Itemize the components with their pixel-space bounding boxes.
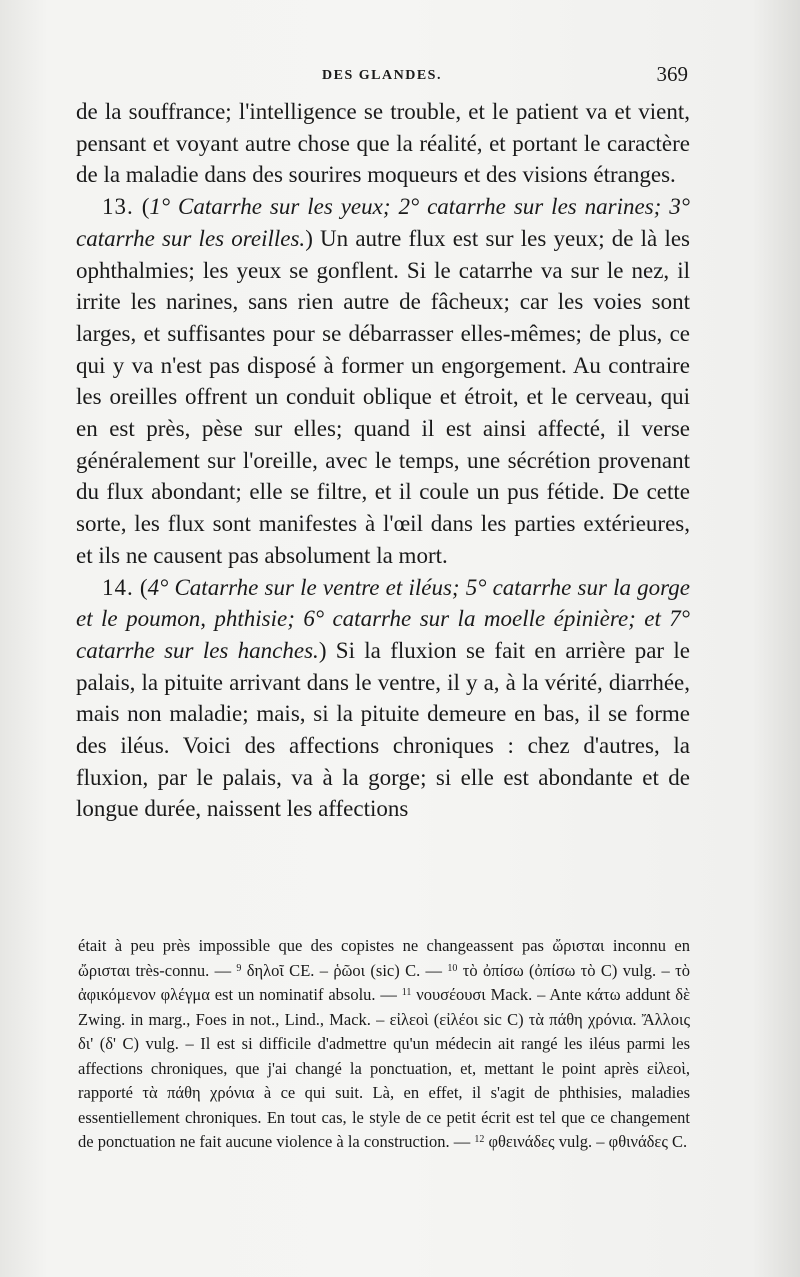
footnote-block: [78, 934, 690, 1155]
note-text: δηλοῖ CE. – ῥῶοι (sic) C. —: [241, 960, 448, 980]
paragraph-13: [76, 191, 690, 571]
note-marker: 9: [236, 962, 242, 974]
page-header: [76, 62, 688, 92]
main-text: [76, 96, 690, 825]
running-head: DES GLANDES.: [322, 68, 442, 83]
note-marker: 10: [447, 962, 458, 974]
paragraph-14: [76, 572, 690, 826]
section-heading: 4° Catarrhe sur le ventre et iléus; 5° catarrhe sur la gorge et le poumon, phthisie; 6° catarrhe sur la moelle épinière; et 7° catarrhe sur les hanches.: [76, 574, 690, 663]
note-marker: 11: [401, 987, 412, 998]
page-number: 369: [656, 62, 688, 86]
paren-close: ): [318, 637, 327, 663]
section-text: Un autre flux est sur les yeux; de là les ophthalmies; les yeux se gonflent. Si le catarrhe va sur le nez, il irrite les narines, sans rien autre de fâcheux; car les voies sont larges, et suffisantes pour se débarrasser elles-mêmes; de plus, ce qui y va n'est pas disposé à former un engorgement. Au contraire les oreilles offrent un conduit oblique et étroit, et le cerveau, qui en est près, pèse sur elles; quand il est ainsi affecté, il verse généralement sur l'oreille, avec le temps, une sécrétion provenant du flux abondant; elle se filtre, et il coule un pus fétide. De cette sorte, les flux sont manifestes à l'œil dans les parties extérieures, et ils ne causent pas absolument la mort.: [76, 225, 690, 568]
section-heading: 1° Catarrhe sur les yeux; 2° catarrhe sur les narines; 3° catarrhe sur les oreilles.: [76, 194, 690, 251]
note-marker: 12: [474, 1134, 485, 1145]
paren-close: ): [305, 225, 313, 251]
footnotes: [78, 934, 690, 1155]
paragraph-continuation: de la souffrance; l'intelligence se trouble, et le patient va et vient, pensant et voyant autre chose que la réalité, et portant le caractère de la maladie dans des sourires moqueurs et des visions étranges.: [76, 99, 690, 188]
section-number: 14.: [102, 574, 134, 600]
paren-open: (: [133, 574, 148, 600]
note-text: était à peu près impossible que des copistes ne changeassent pas ὤρισται inconnu en ὤρισται très-connu. —: [78, 936, 690, 980]
section-text: Si la fluxion se fait en arrière par le palais, la pituite arrivant dans le ventre, il y a, à la vérité, diarrhée, mais non maladie; mais, si la pituite demeure en bas, il se forme des iléus. Voici des affections chroniques : chez d'autres, la fluxion, par le palais, va à la gorge; si elle est abondante et de longue durée, naissent les affections: [76, 637, 690, 822]
note-text: φθεινάδες vulg. – φθινάδες C.: [484, 1132, 688, 1151]
paren-open: (: [133, 194, 150, 220]
note-text: νουσέουσι Mack. – Ante κάτω addunt δὲ Zwing. in marg., Foes in not., Lind., Mack. – εἰλεοὶ (εἰλέοι sic C) τὰ πάθη χρόνια. Ἄλλοις δι' (δ' C) vulg. – Il est si difficile d'admettre qu'un médecin ait rangé les iléus parmi les affections chroniques, que j'ai changé la ponctuation, et, mettant le point après εἰλεοὶ, rapporté τὰ πάθη χρόνια à ce qui suit. Là, en effet, il s'agit de phthisies, maladies essentiellement chroniques. En tout cas, le style de ce petit écrit est tel que ce changement de ponctuation ne fait aucune violence à la construction. —: [78, 985, 690, 1151]
section-number: 13.: [102, 194, 134, 220]
note-text: τὸ ὀπίσω (ὀπίσω τὸ C) vulg. – τὸ ἀφικόμενον φλέγμα est un nominatif absolu. —: [78, 960, 690, 1004]
